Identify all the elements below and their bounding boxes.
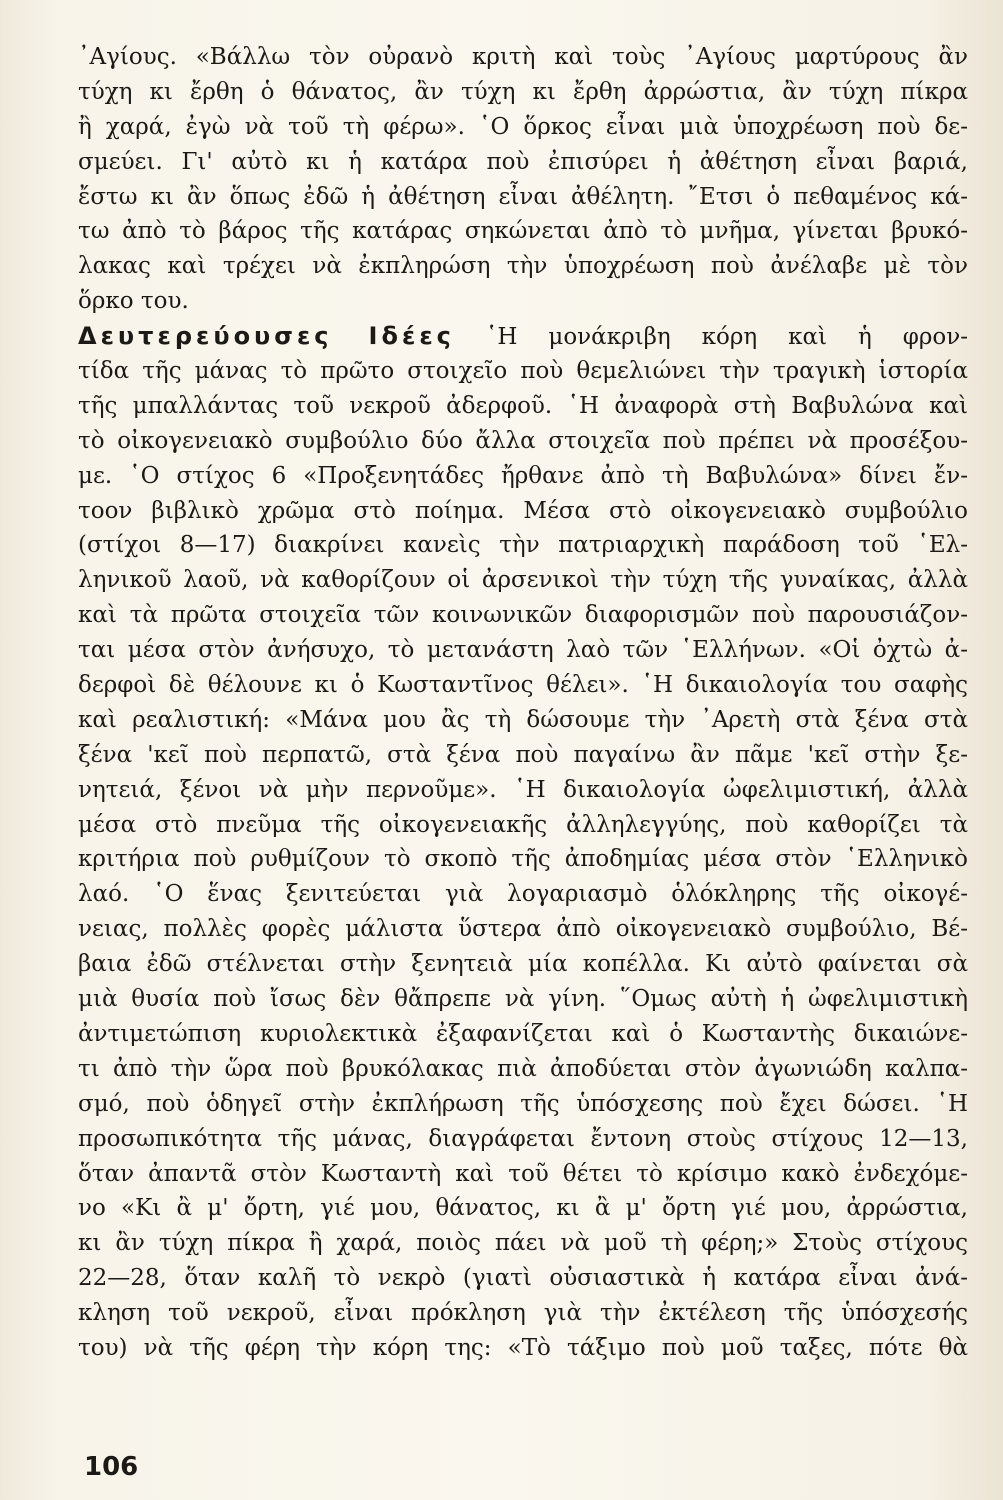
text-line: ται μέσα στὸν ἀνήσυχο, τὸ μετανάστη λαὸ τῶν ῾Ελλήνων. «Οἱ ὀχτὼ ἀ- xyxy=(78,637,968,664)
text-line: του) νὰ τῆς φέρη τὴν κόρη της: «Τὸ τάξιμο ποὺ μοῦ ταξες, πότε θὰ xyxy=(78,1334,968,1361)
text-line: ὅρκο του. xyxy=(78,288,189,315)
text-line: μιὰ θυσία ποὺ ἴσως δὲν θἄπρεπε νὰ γίνη. ῞Ομως αὐτὴ ἡ ὠφελιμιστικὴ xyxy=(78,986,968,1013)
text-line: δερφοὶ δὲ θέλουνε κι ὁ Κωσταντῖνος θέλει». ῾Η δικαιολογία του σαφὴς xyxy=(78,672,968,699)
text-line: τύχη κι ἔρθη ὁ θάνατος, ἂν τύχη κι ἔρθη ἀρρώστια, ἂν τύχη πίκρα xyxy=(78,78,968,105)
text-line: ᾿Αγίους. «Βάλλω τὸν οὐρανὸ κριτὴ καὶ τοὺς ᾿Αγίους μαρτύρους ἂν xyxy=(78,44,968,70)
text-line: νο «Κι ἂ μ' ὄρτη, γιέ μου, θάνατος, κι ἂ μ' ὄρτη γιέ μου, ἀρρώστια, xyxy=(78,1195,968,1222)
text-line: ξένα 'κεῖ ποὺ περπατῶ, στὰ ξένα ποὺ παγαίνω ἂν πᾶμε 'κεῖ στὴν ξε- xyxy=(78,741,968,768)
text-line: τῆς μπαλλάντας τοῦ νεκροῦ ἀδερφοῦ. ῾Η ἀναφορὰ στὴ Βαβυλώνα καὶ xyxy=(78,392,968,419)
text-line: καὶ ρεαλιστική: «Μάνα μου ἂς τὴ δώσουμε τὴν ᾿Αρετὴ στὰ ξένα στὰ xyxy=(78,706,968,733)
text-line: ἢ χαρά, ἐγὼ νὰ τοῦ τὴ φέρω». ῾Ο ὅρκος εἶναι μιὰ ὑποχρέωση ποὺ δε- xyxy=(78,113,968,140)
text-line: κι ἂν τύχη πίκρα ἢ χαρά, ποιὸς πάει νὰ μοῦ τὴ φέρη;» Στοὺς στίχους xyxy=(78,1230,968,1257)
body-text xyxy=(78,40,968,1366)
text-line: (στίχοι 8—17) διακρίνει κανεὶς τὴν πατριαρχικὴ παράδοση τοῦ ῾Ελ- xyxy=(78,532,968,559)
text-line: τίδα τῆς μάνας τὸ πρῶτο στοιχεῖο ποὺ θεμελιώνει τὴν τραγικὴ ἱστορία xyxy=(78,358,968,385)
text-line: ὅταν ἀπαντᾶ στὸν Κωσταντὴ καὶ τοῦ θέτει τὸ κρίσιμο κακὸ ἐνδεχόμε- xyxy=(78,1160,968,1187)
text-line: καὶ τὰ πρῶτα στοιχεῖα τῶν κοινωνικῶν διαφορισμῶν ποὺ παρουσιάζον- xyxy=(78,602,968,629)
text-line: λακας καὶ τρέχει νὰ ἐκπληρώση τὴν ὑποχρέωση ποὺ ἀνέλαβε μὲ τὸν xyxy=(78,253,968,280)
text-line: βαια ἐδῶ στέλνεται στὴν ξενητειὰ μία κοπέλλα. Κι αὐτὸ φαίνεται σὰ xyxy=(78,951,968,978)
text-line: νειας, πολλὲς φορὲς μάλιστα ὕστερα ἀπὸ οἰκογενειακὸ συμβούλιο, Βέ- xyxy=(78,916,968,943)
text-line: τι ἀπὸ τὴν ὥρα ποὺ βρυκόλακας πιὰ ἀποδύεται στὸν ἀγωνιώδη καλπα- xyxy=(78,1055,968,1082)
text-line: τοον βιβλικὸ χρῶμα στὸ ποίημα. Μέσα στὸ οἰκογενειακὸ συμβούλιο xyxy=(78,497,968,524)
text-line: προσωπικότητα τῆς μάνας, διαγράφεται ἔντονη στοὺς στίχους 12—13, xyxy=(78,1125,968,1152)
section-heading: Δευτερεύουσες Ιδέες xyxy=(78,322,455,351)
text-line: κληση τοῦ νεκροῦ, εἶναι πρόκληση γιὰ τὴν ἐκτέλεση τῆς ὑπόσχεσής xyxy=(78,1300,968,1327)
text-line: με. ῾Ο στίχος 6 «Προξενητάδες ἤρθανε ἀπὸ τὴ Βαβυλώνα» δίνει ἔν- xyxy=(78,462,968,489)
heading-line-rest: ῾Η μονάκριβη κόρη καὶ ἡ φρον- xyxy=(454,324,968,351)
text-line: σμό, ποὺ ὁδηγεῖ στὴν ἐκπλήρωση τῆς ὑπόσχεσης ποὺ ἔχει δώσει. ῾Η xyxy=(78,1090,968,1117)
text-line: νητειά, ξένοι νὰ μὴν περνοῦμε». ῾Η δικαιολογία ὠφελιμιστική, ἀλλὰ xyxy=(78,776,968,803)
text-line: ληνικοῦ λαοῦ, νὰ καθορίζουν οἱ ἀρσενικοὶ τὴν τύχη τῆς γυναίκας, ἀλλὰ xyxy=(78,567,968,594)
text-line: μέσα στὸ πνεῦμα τῆς οἰκογενειακῆς ἀλληλεγγύης, ποὺ καθορίζει τὰ xyxy=(78,811,968,838)
heading-line xyxy=(78,319,968,354)
page-number: 106 xyxy=(84,1452,139,1482)
text-line: κριτήρια ποὺ ρυθμίζουν τὸ σκοπὸ τῆς ἀποδημίας μέσα στὸν ῾Ελληνικὸ xyxy=(78,846,968,873)
text-line: τω ἀπὸ τὸ βάρος τῆς κατάρας σηκώνεται ἀπὸ τὸ μνῆμα, γίνεται βρυκό- xyxy=(78,218,968,245)
text-line: σμεύει. Γι' αὐτὸ κι ἡ κατάρα ποὺ ἐπισύρει ἡ ἀθέτηση εἶναι βαριά, xyxy=(78,148,968,175)
text-line: λαό. ῾Ο ἕνας ξενιτεύεται γιὰ λογαριασμὸ ὁλόκληρης τῆς οἰκογέ- xyxy=(78,881,968,908)
text-line: τὸ οἰκογενειακὸ συμβούλιο δύο ἄλλα στοιχεῖα ποὺ πρέπει νὰ προσέξου- xyxy=(78,427,968,454)
text-line: ἀντιμετώπιση κυριολεκτικὰ ἐξαφανίζεται καὶ ὁ Κωσταντὴς δικαιώνε- xyxy=(78,1020,968,1047)
text-line: ἔστω κι ἂν ὅπως ἐδῶ ἡ ἀθέτηση εἶναι ἀθέλητη. ῎Ετσι ὁ πεθαμένος κά- xyxy=(78,183,968,210)
text-line: 22—28, ὅταν καλῆ τὸ νεκρὸ (γιατὶ οὐσιαστικὰ ἡ κατάρα εἶναι ἀνά- xyxy=(78,1265,968,1292)
